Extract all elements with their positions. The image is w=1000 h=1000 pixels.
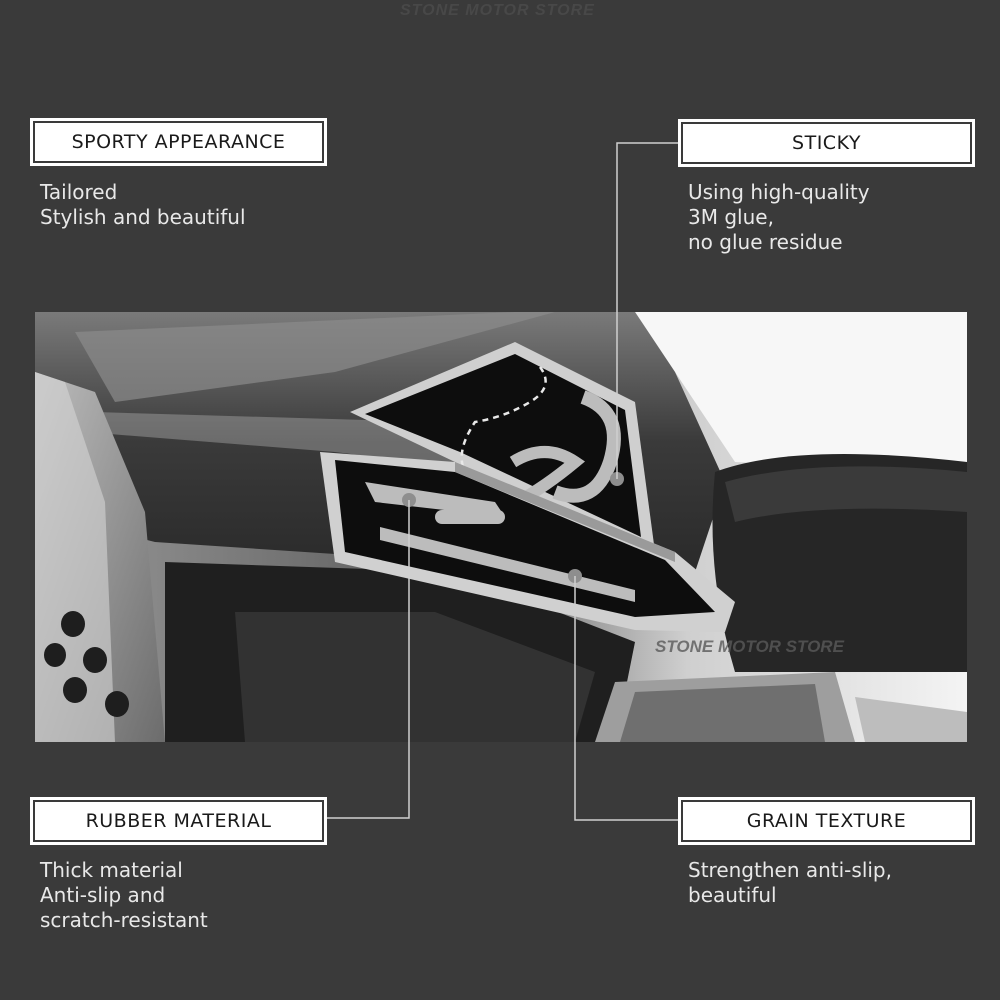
sporty-appearance-title: SPORTY APPEARANCE xyxy=(33,121,324,163)
sticky-description xyxy=(688,180,870,255)
sporty-appearance-label xyxy=(30,118,327,166)
description-line: Tailored xyxy=(40,180,118,204)
description-line: scratch-resistant xyxy=(40,908,208,932)
description-line: Strengthen anti-slip, xyxy=(688,858,892,882)
tank-pad-illustration xyxy=(35,312,967,742)
description-line: Using high-quality xyxy=(688,180,870,204)
description-line: no glue residue xyxy=(688,230,843,254)
description-line: Stylish and beautiful xyxy=(40,205,246,229)
rubber-material-title: RUBBER MATERIAL xyxy=(33,800,324,842)
top-watermark: STONE MOTOR STORE xyxy=(400,2,595,19)
description-line: beautiful xyxy=(688,883,777,907)
sporty-appearance-description xyxy=(40,180,246,230)
sticky-title: STICKY xyxy=(681,122,972,164)
rubber-marker xyxy=(402,493,416,507)
rubber-material-description xyxy=(40,858,208,933)
description-line: Anti-slip and xyxy=(40,883,166,907)
sticky-label xyxy=(678,119,975,167)
description-line: Thick material xyxy=(40,858,183,882)
grain-texture-description xyxy=(688,858,892,908)
grain-marker xyxy=(568,569,582,583)
product-photo xyxy=(35,312,967,742)
sticky-marker xyxy=(610,472,624,486)
description-line: 3M glue, xyxy=(688,205,774,229)
photo-watermark: STONE MOTOR STORE xyxy=(655,637,844,656)
grain-texture-label xyxy=(678,797,975,845)
rubber-material-label xyxy=(30,797,327,845)
grain-texture-title: GRAIN TEXTURE xyxy=(681,800,972,842)
